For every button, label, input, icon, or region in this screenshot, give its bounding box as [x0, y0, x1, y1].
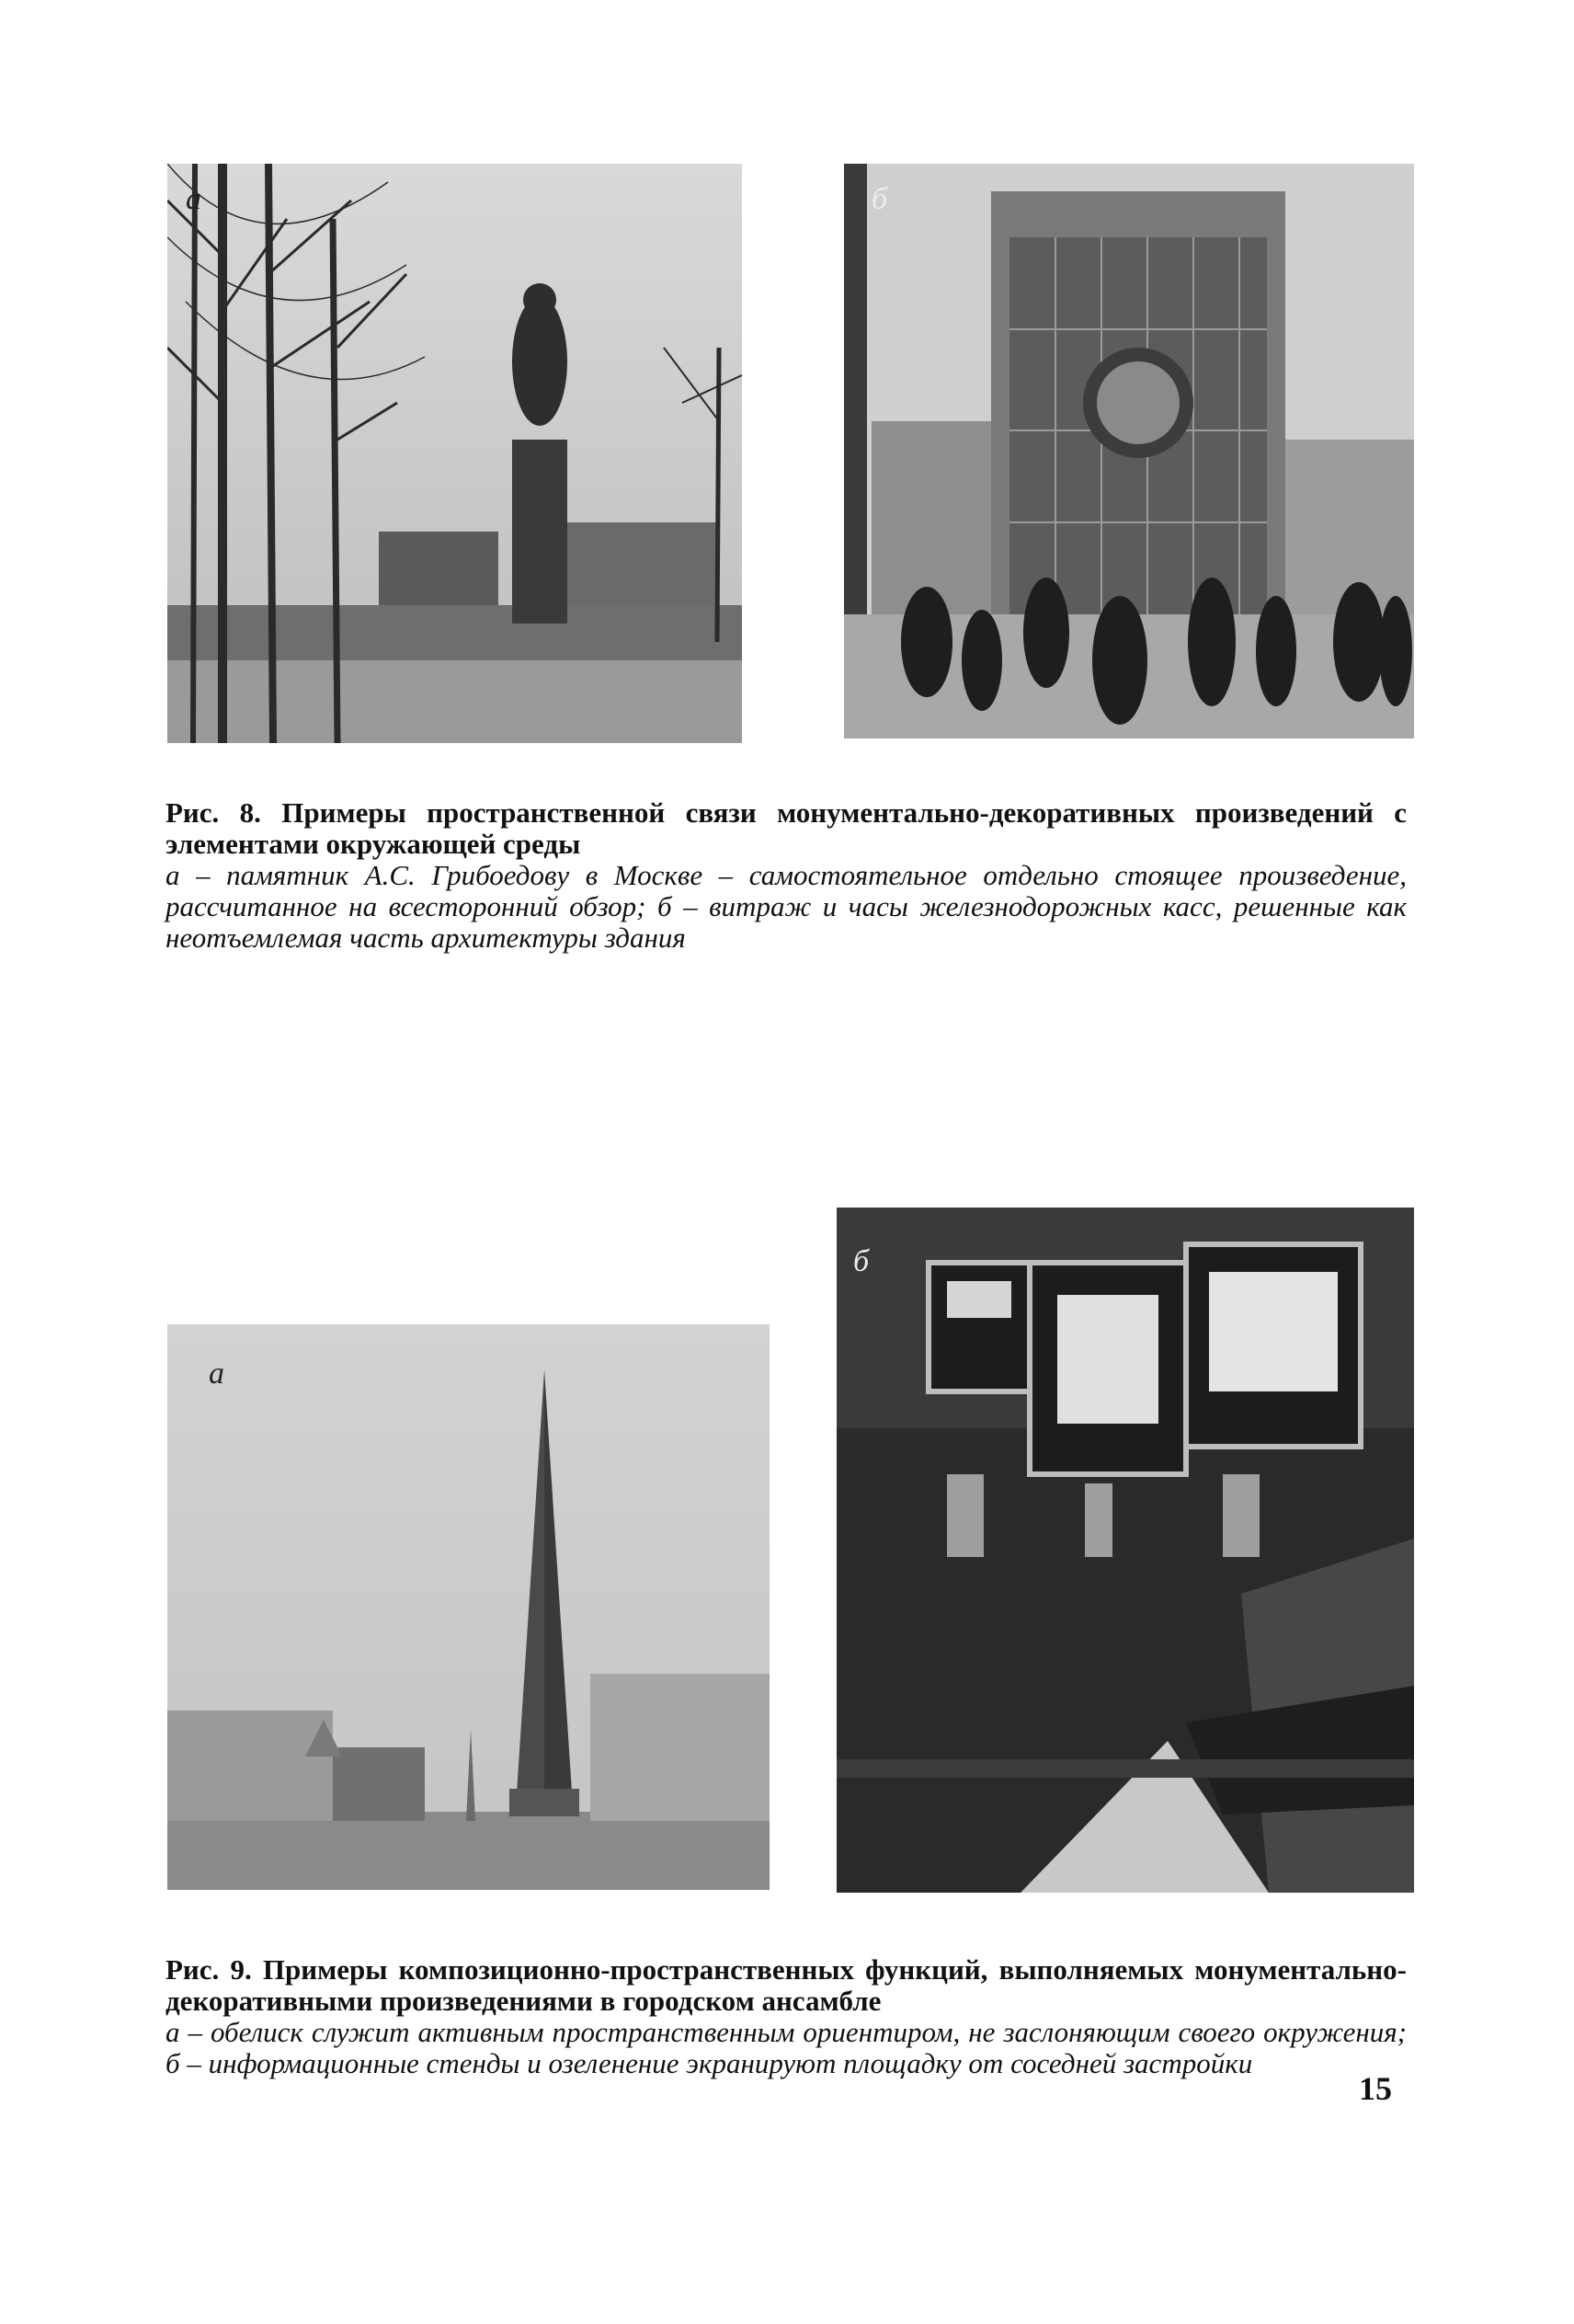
fig8-photo-b-letter: б — [872, 182, 888, 216]
fig9-photo-a-image — [167, 1324, 770, 1890]
fig9-photo-a-letter: а — [209, 1357, 224, 1391]
fig9-photo-b-image — [837, 1208, 1414, 1893]
page-number: 15 — [1359, 2070, 1392, 2107]
fig8-description: а – памятник А.С. Грибоедову в Москве – самостоятельное отдельно стоящее произведение, рассчитанное на всесторонний обзор; б – витраж и часы железнодорожных касс, решенные как неотъемлемая часть архитектуры здания — [165, 859, 1407, 954]
fig8-photo-b-image — [844, 164, 1414, 738]
fig8-label: Рис. 8. — [165, 796, 261, 829]
fig8-photo-a-letter: а — [186, 182, 201, 216]
fig8-title: Примеры пространственной связи монументально-декоративных произведений с элементами окружающей среды — [165, 796, 1408, 860]
fig9-description: а – обелиск служит активным пространственным ориентиром, не заслоняющим своего окружения; б – информационные стенды и озеленение экранируют площадку от соседней застройки — [165, 2016, 1407, 2079]
fig8-caption — [165, 797, 1407, 954]
fig9-photo-a — [167, 1324, 770, 1890]
fig8-caption-title — [165, 797, 1407, 860]
fig9-photo-b — [837, 1208, 1414, 1893]
fig8-photo-a-image — [167, 164, 742, 743]
fig9-photo-b-letter: б — [853, 1244, 870, 1278]
fig9-label: Рис. 9. — [165, 1953, 252, 1986]
fig9-title: Примеры композиционно-пространственных функций, выполняемых монументально-декоративными произведениями в городском ансамбле — [165, 1953, 1407, 2017]
fig8-photo-b — [844, 164, 1414, 738]
fig9-caption-title — [165, 1954, 1407, 2017]
fig9-caption — [165, 1954, 1407, 2079]
fig8-photo-a — [167, 164, 742, 743]
